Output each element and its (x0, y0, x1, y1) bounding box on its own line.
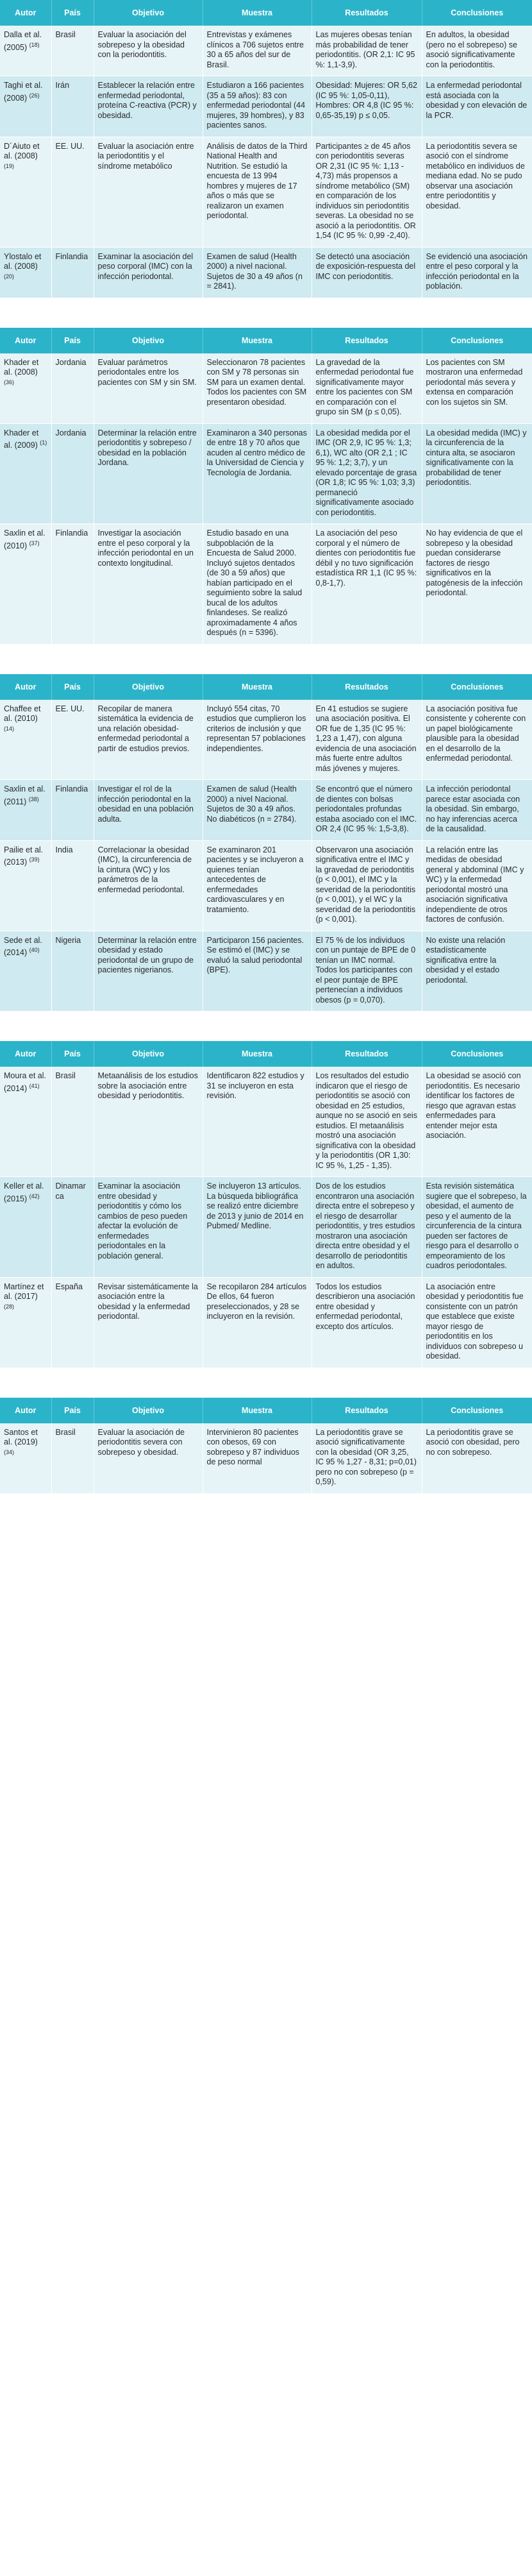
cell-objetivo: Examinar la asociación del peso corporal (IMC) con la infección periodontal. (94, 247, 203, 298)
cell-resultados: La periodontitis grave se asoció significativamente con la obesidad (OR 3,25, IC 95 % 1,27 - 8,31; p=0,01) pero no con sobrepeso (p = 0,59). (312, 1423, 422, 1494)
cell-conclusiones: La enfermedad periodontal está asociada con la obesidad y con elevación de la PCR. (422, 76, 532, 137)
table-row (0, 137, 532, 247)
cell-objetivo: Evaluar la asociación entre la periodontitis y el síndrome metabólico (94, 137, 203, 247)
column-header-muestra: Muestra (203, 674, 312, 700)
column-header-autor: Autor (0, 1398, 51, 1423)
cell-conclusiones: Los pacientes con SM mostraron una enfermedad periodontal más severa y extensa en comparación con los sujetos sin SM. (422, 353, 532, 424)
cell-resultados: Observaron una asociación significativa entre el IMC y la gravedad de periodontitis (p < 0,001), el IMC y la severidad de la periodontitis (p < 0,001), y el WC y la severidad de la periodontitis (p < 0,001). (312, 840, 422, 931)
table-row (0, 780, 532, 841)
cell-muestra: Se incluyeron 13 artículos. La búsqueda bibliográfica se realizó entre diciembre de 2013 y junio de 2014 en Pubmed/ Medline. (203, 1177, 312, 1278)
table-row (0, 931, 532, 1012)
cell-pais: EE. UU. (51, 137, 94, 247)
section-gap (0, 645, 532, 674)
cell-objetivo: Determinar la relación entre obesidad y estado periodontal de un grupo de pacientes nigerianos. (94, 931, 203, 1012)
section-gap (0, 298, 532, 328)
cell-autor (0, 247, 51, 298)
cell-autor (0, 353, 51, 424)
table-header-row (0, 1398, 532, 1423)
column-header-pais: País (51, 0, 94, 26)
column-header-autor: Autor (0, 328, 51, 353)
author-name: Taghi et al. (2008) (4, 81, 43, 103)
cell-autor (0, 1423, 51, 1494)
table-row (0, 423, 532, 524)
cell-objetivo: Metaanálisis de los estudios sobre la asociación entre obesidad y periodontitis. (94, 1067, 203, 1177)
cell-autor (0, 76, 51, 137)
table-header-row (0, 328, 532, 353)
column-header-conclusiones: Conclusiones (422, 674, 532, 700)
column-header-conclusiones: Conclusiones (422, 328, 532, 353)
reference-number: (20) (4, 273, 15, 280)
cell-conclusiones: La periodontitis severa se asoció con el síndrome metabólico en individuos de mediana edad. No se pudo observar una asociación entre periodontitis y obesidad. (422, 137, 532, 247)
cell-objetivo: Evaluar la asociación del sobrepeso y la obesidad con la periodontitis. (94, 26, 203, 76)
cell-autor (0, 840, 51, 931)
column-header-pais: País (51, 1398, 94, 1423)
cell-resultados: Se encontró que el número de dientes con bolsas periodontales profundas estaba asociado con el IMC. OR 2,4 (IC 95 %: 1,5-3,8). (312, 780, 422, 841)
cell-muestra: Participaron 156 pacientes. Se estimó el (IMC) y se evaluó la salud periodontal (BPE). (203, 931, 312, 1012)
reference-number: (40) (29, 947, 40, 953)
cell-resultados: En 41 estudios se sugiere una asociación positiva. El OR fue de 1,35 (IC 95 %: 1,23 a 1,47), con alguna evidencia de una asociación más fuerte entre adultos más jóvenes y mujeres. (312, 700, 422, 780)
cell-conclusiones: La asociación entre obesidad y periodontitis fue consistente con un patrón que establece que existe mayor riesgo de periodontitis en los individuos con sobrepeso u obesidad. (422, 1277, 532, 1368)
cell-autor (0, 1277, 51, 1368)
cell-pais: Finlandia (51, 780, 94, 841)
cell-muestra: Entrevistas y exámenes clínicos a 706 sujetos entre 30 a 65 años del sur de Brasil. (203, 26, 312, 76)
cell-objetivo: Investigar la asociación entre el peso corporal y la infección periodontal en un contexto longitudinal. (94, 524, 203, 645)
cell-resultados: Las mujeres obesas tenían más probabilidad de tener periodontitis. (OR 2,1: IC 95 %: 1,1-3,9). (312, 26, 422, 76)
studies-table-section-4 (0, 1041, 532, 1368)
cell-conclusiones: Esta revisión sistemática sugiere que el sobrepeso, la obesidad, el aumento de peso y el aumento de la circunferencia de la cintura pueden ser factores de riesgo para el desarrollo o empeoramiento de los cuadros periodontales. (422, 1177, 532, 1278)
cell-conclusiones: La infección periodontal parece estar asociada con la obesidad. Sin embargo, no hay inferencias acerca de la causalidad. (422, 780, 532, 841)
cell-conclusiones: No hay evidencia de que el sobrepeso y la obesidad puedan considerarse factores de riesgo significativos en la patogénesis de la infección periodontal. (422, 524, 532, 645)
column-header-objetivo: Objetivo (94, 0, 203, 26)
column-header-pais: País (51, 328, 94, 353)
table-header-row (0, 674, 532, 700)
cell-resultados: La asociación del peso corporal y el número de dientes con periodontitis fue débil y no tuvo significación estadística RR 1,1 (IC 95 %: 0,8-1,7). (312, 524, 422, 645)
cell-autor (0, 26, 51, 76)
author-name: Keller et al. (2015) (4, 1182, 44, 1203)
studies-table-section-5 (0, 1398, 532, 1494)
section-gap (0, 1368, 532, 1398)
cell-autor (0, 423, 51, 524)
author-name: Saxlin et al. (2011) (4, 784, 46, 806)
cell-muestra: Incluyó 554 citas, 70 estudios que cumplieron los criterios de inclusión y que representan 57 poblaciones independientes. (203, 700, 312, 780)
cell-muestra: Estudiaron a 166 pacientes (35 a 59 años): 83 con enfermedad periodontal (44 mujeres, 39 hombres), y 83 pacientes sanos. (203, 76, 312, 137)
reference-number: (34) (4, 1448, 15, 1455)
column-header-pais: País (51, 674, 94, 700)
cell-resultados: Los resultados del estudio indicaron que el riesgo de periodontitis se asoció con obesidad en 25 estudios, aunque no se asoció en seis estudios. El metaanálisis mostró una asociación significativa con la obesidad y la periodontitis (OR 1,30: IC 95 %, 1,25 - 1,35). (312, 1067, 422, 1177)
column-header-autor: Autor (0, 0, 51, 26)
column-header-objetivo: Objetivo (94, 328, 203, 353)
cell-objetivo: Establecer la relación entre enfermedad periodontal, proteína C-reactiva (PCR) y obesidad. (94, 76, 203, 137)
cell-pais: Dinamarca (51, 1177, 94, 1278)
column-header-resultados: Resultados (312, 674, 422, 700)
table-row (0, 247, 532, 298)
cell-conclusiones: La asociación positiva fue consistente y coherente con un papel biológicamente plausible para la obesidad en el desarrollo de la enfermedad periodontal. (422, 700, 532, 780)
cell-conclusiones: La relación entre las medidas de obesidad general y abdominal (IMC y WC) y la enfermedad periodontal mostró una asociación significativa independiente de otros factores de confusión. (422, 840, 532, 931)
column-header-autor: Autor (0, 1041, 51, 1067)
table-row (0, 700, 532, 780)
cell-pais: Finlandia (51, 524, 94, 645)
cell-pais: Brasil (51, 26, 94, 76)
cell-resultados: Participantes ≥ de 45 años con periodontitis severas OR 2,31 (IC 95 %: 1,13 - 4,73) más propensos a síndrome metabólico (SM) en comparación de los individuos sin periodontitis severas. La obesidad no se asoció a la periodontitis. OR 1,54 (IC 95 %: 0,99 -2,40). (312, 137, 422, 247)
column-header-objetivo: Objetivo (94, 674, 203, 700)
reference-number: (1) (40, 439, 47, 446)
column-header-autor: Autor (0, 674, 51, 700)
cell-pais: India (51, 840, 94, 931)
cell-resultados: Todos los estudios describieron una asociación entre obesidad y enfermedad periodontal, excepto dos artículos. (312, 1277, 422, 1368)
cell-pais: Jordania (51, 353, 94, 424)
cell-pais: Brasil (51, 1067, 94, 1177)
cell-objetivo: Evaluar la asociación de periodontitis severa con sobrepeso y obesidad. (94, 1423, 203, 1494)
cell-autor (0, 1177, 51, 1278)
column-header-resultados: Resultados (312, 0, 422, 26)
cell-muestra: Análisis de datos de la Third National Health and Nutrition. Se estudió la encuesta de 13 994 hombres y mujeres de 17 años o más que se realizaron un examen periodontal. (203, 137, 312, 247)
cell-muestra: Examinaron a 340 personas de entre 18 y 70 años que acuden al centro médico de la Universidad de Ciencia y Tecnología de Jordania. (203, 423, 312, 524)
cell-pais: Brasil (51, 1423, 94, 1494)
table-header-row (0, 0, 532, 26)
cell-muestra: Seleccionaron 78 pacientes con SM y 78 personas sin SM para un examen dental. Todos los pacientes con SM presentaron obesidad. (203, 353, 312, 424)
cell-objetivo: Investigar el rol de la infección periodontal en la obesidad en una población adulta. (94, 780, 203, 841)
cell-conclusiones: No existe una relación estadísticamente significativa entre la obesidad y el estado periodontal. (422, 931, 532, 1012)
author-name: Pailie et al. (2013) (4, 845, 44, 867)
cell-autor (0, 780, 51, 841)
cell-autor (0, 1067, 51, 1177)
column-header-conclusiones: Conclusiones (422, 0, 532, 26)
author-name: Saxlin et al. (2010) (4, 529, 46, 550)
reference-number: (41) (29, 1082, 40, 1089)
section-gap (0, 1012, 532, 1041)
reference-number: (14) (4, 725, 15, 732)
cell-muestra: Estudio basado en una subpoblación de la Encuesta de Salud 2000. Incluyó sujetos dentados (de 30 a 59 años) que habían participado en el seguimiento sobre la salud bucal de los adultos finlandeses. Se realizó aproximadamente 4 años después (n = 5396). (203, 524, 312, 645)
cell-autor (0, 137, 51, 247)
cell-muestra: Se recopilaron 284 artículos De ellos, 64 fueron preseleccionados, y 28 se incluyeron en la revisión. (203, 1277, 312, 1368)
reference-number: (26) (29, 92, 40, 99)
reference-number: (38) (28, 795, 39, 802)
cell-resultados: Obesidad: Mujeres: OR 5,62 (IC 95 %: 1,05-0,11), Hombres: OR 4,8 (IC 95 %: 0,65-35,19) p ≤ 0,05. (312, 76, 422, 137)
studies-table-section-1 (0, 0, 532, 298)
column-header-objetivo: Objetivo (94, 1398, 203, 1423)
reference-number: (37) (29, 539, 40, 547)
table-row (0, 353, 532, 424)
author-name: Ylostalo et al. (2008) (4, 251, 42, 271)
table-row (0, 26, 532, 76)
column-header-resultados: Resultados (312, 1398, 422, 1423)
column-header-muestra: Muestra (203, 328, 312, 353)
cell-conclusiones: En adultos, la obesidad (pero no el sobrepeso) se asoció significativamente con la periodontitis. (422, 26, 532, 76)
cell-pais: Irán (51, 76, 94, 137)
table-row (0, 1423, 532, 1494)
cell-pais: Finlandia (51, 247, 94, 298)
column-header-resultados: Resultados (312, 1041, 422, 1067)
column-header-muestra: Muestra (203, 1041, 312, 1067)
cell-resultados: Se detectó una asociación de exposición-respuesta del IMC con periodontitis. (312, 247, 422, 298)
cell-objetivo: Recopilar de manera sistemática la evidencia de una relación obesidad-enfermedad periodontal a partir de estudios previos. (94, 700, 203, 780)
cell-conclusiones: Se evidenció una asociación entre el peso corporal y la infección periodontal en la población. (422, 247, 532, 298)
author-name: Santos et al. (2019) (4, 1427, 38, 1446)
author-name: Dalla et al. (2005) (4, 30, 42, 52)
cell-muestra: Se examinaron 201 pacientes y se incluyeron a quienes tenían antecedentes de enfermedades cardiovasculares y en tratamiento. (203, 840, 312, 931)
cell-pais: EE. UU. (51, 700, 94, 780)
reference-number: (36) (4, 378, 15, 386)
column-header-resultados: Resultados (312, 328, 422, 353)
cell-resultados: El 75 % de los individuos con un puntaje de BPE de 0 tenían un IMC normal. Todos los participantes con el peor puntaje de BPE pertenecían a individuos obesos (p = 0,070). (312, 931, 422, 1012)
author-name: Martínez et al. (2017) (4, 1282, 44, 1301)
cell-objetivo: Evaluar parámetros periodontales entre los pacientes con SM y sin SM. (94, 353, 203, 424)
cell-pais: Jordania (51, 423, 94, 524)
table-row (0, 1177, 532, 1278)
reference-number: (28) (4, 1303, 15, 1310)
column-header-pais: País (51, 1041, 94, 1067)
cell-conclusiones: La obesidad medida (IMC) y la circunferencia de la cintura alta, se asociaron significativamente con la probabilidad de tener periodontitis. (422, 423, 532, 524)
table-row (0, 524, 532, 645)
cell-resultados: La gravedad de la enfermedad periodontal fue significativamente mayor entre los pacientes con SM en comparación con el grupo sin SM (p ≤ 0,05). (312, 353, 422, 424)
cell-resultados: Dos de los estudios encontraron una asociación directa entre el sobrepeso y el riesgo de desarrollar periodontitis, y tres estudios mostraron una asociación directa entre obesidad y el desarrollo de periodontitis en adultos. (312, 1177, 422, 1278)
cell-muestra: Examen de salud (Health 2000) a nivel Nacional. Sujetos de 30 a 49 años. No diabéticos (n = 2784). (203, 780, 312, 841)
column-header-conclusiones: Conclusiones (422, 1041, 532, 1067)
cell-objetivo: Determinar la relación entre periodontitis y sobrepeso / obesidad en la población Jordana. (94, 423, 203, 524)
author-name: Khader et al. (2009) (4, 428, 39, 450)
cell-resultados: La obesidad medida por el IMC (OR 2,9, IC 95 %: 1,3; 6,1), WC alto (OR 2,1 ; IC 95 %: 1,2; 3,7), y un elevado porcentaje de grasa (OR 1,8; IC 95 %: 1,03; 3,3) permaneció significativamente asociado con periodontitis. (312, 423, 422, 524)
author-name: Khader et al. (2008) (4, 357, 39, 377)
studies-table-section-2 (0, 328, 532, 645)
reference-number: (18) (29, 41, 40, 48)
cell-conclusiones: La periodontitis grave se asoció con obesidad, pero no con sobrepeso. (422, 1423, 532, 1494)
cell-autor (0, 524, 51, 645)
cell-muestra: Examen de salud (Health 2000) a nivel nacional. Sujetos de 30 a 49 años (n = 2841). (203, 247, 312, 298)
cell-muestra: Intervinieron 80 pacientes con obesos, 69 con sobrepeso y 87 individuos de peso normal (203, 1423, 312, 1494)
table-row (0, 840, 532, 931)
table-header-row (0, 1041, 532, 1067)
column-header-objetivo: Objetivo (94, 1041, 203, 1067)
cell-autor (0, 700, 51, 780)
author-name: D´Aiuto et al. (2008) (4, 141, 40, 160)
author-name: Moura et al. (2014) (4, 1071, 47, 1093)
cell-muestra: Identificaron 822 estudios y 31 se incluyeron en esta revisión. (203, 1067, 312, 1177)
cell-pais: Nigeria (51, 931, 94, 1012)
author-name: Chaffee et al. (2010) (4, 704, 41, 723)
author-name: Sede et al. (2014) (4, 935, 42, 958)
column-header-muestra: Muestra (203, 1398, 312, 1423)
studies-table-section-3 (0, 674, 532, 1012)
cell-objetivo: Correlacionar la obesidad (IMC), la circunferencia de la cintura (WC) y los parámetros de la enfermedad periodontal. (94, 840, 203, 931)
cell-pais: España (51, 1277, 94, 1368)
cell-conclusiones: La obesidad se asoció con periodontitis. Es necesario identificar los factores de riesgo que agravan estas enfermedades para entender mejor esta asociación. (422, 1067, 532, 1177)
table-row (0, 76, 532, 137)
cell-autor (0, 931, 51, 1012)
reference-number: (39) (29, 856, 40, 863)
column-header-conclusiones: Conclusiones (422, 1398, 532, 1423)
reference-number: (19) (4, 162, 15, 169)
cell-objetivo: Examinar la asociación entre obesidad y periodontitis y cómo los cambios de peso pueden afectar la evolución de enfermedades periodontales en la población general. (94, 1177, 203, 1278)
column-header-muestra: Muestra (203, 0, 312, 26)
cell-objetivo: Revisar sistemáticamente la asociación entre la obesidad y la enfermedad periodontal. (94, 1277, 203, 1368)
reference-number: (42) (29, 1192, 40, 1199)
table-row (0, 1277, 532, 1368)
table-row (0, 1067, 532, 1177)
